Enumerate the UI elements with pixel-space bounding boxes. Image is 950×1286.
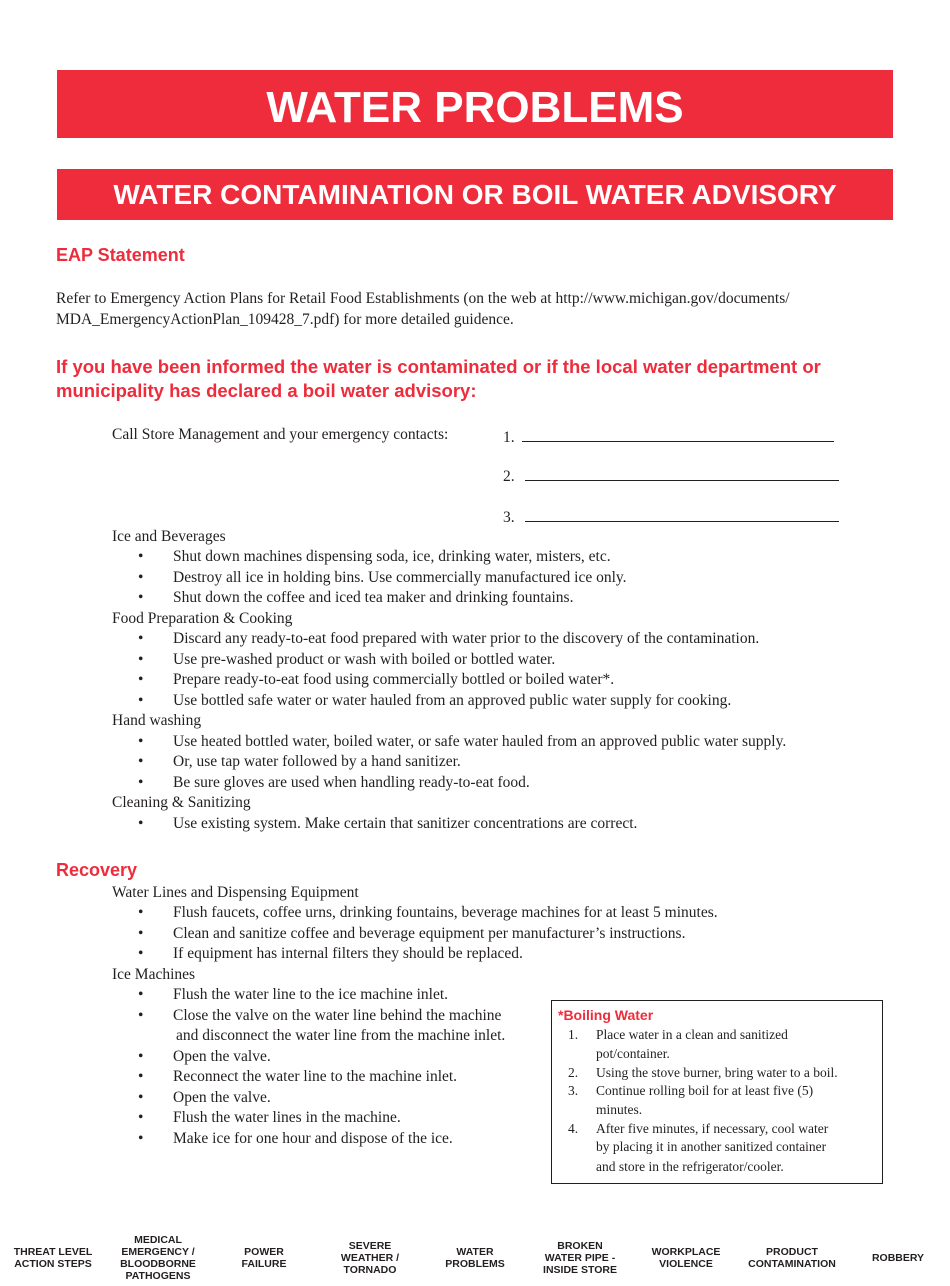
list-item: Destroy all ice in holding bins. Use commercially manufactured ice only. [173, 569, 627, 586]
step-number: 3. [568, 1083, 579, 1098]
contact-blank-3[interactable] [525, 507, 839, 522]
step-line: and store in the refrigerator/cooler. [596, 1159, 784, 1174]
list-item: Shut down the coffee and iced tea maker and drinking fountains. [173, 589, 574, 606]
bullet: • [138, 589, 144, 606]
bullet: • [138, 925, 144, 942]
list-item: Prepare ready-to-eat food using commercially bottled or boiled water*. [173, 671, 615, 688]
nav-label: BROKEN WATER PIPE - INSIDE STORE [543, 1240, 617, 1276]
nav-label: THREAT LEVEL ACTION STEPS [13, 1246, 93, 1270]
recovery-heading: Recovery [56, 860, 138, 880]
nav-medical-emergency[interactable] [108, 1230, 208, 1286]
contact-number-2: 2. [503, 468, 515, 485]
list-item: Discard any ready-to-eat food prepared with water prior to the discovery of the contamination. [173, 630, 760, 647]
list-item: Make ice for one hour and dispose of the ice. [173, 1130, 453, 1147]
list-item: Flush faucets, coffee urns, drinking fountains, beverage machines for at least 5 minutes. [173, 904, 718, 921]
list-item: Or, use tap water followed by a hand sanitizer. [173, 753, 461, 770]
step-line: pot/container. [596, 1046, 670, 1061]
section-label: Hand washing [112, 712, 202, 729]
bullet: • [138, 692, 144, 709]
bullet: • [138, 671, 144, 688]
list-item: Open the valve. [173, 1048, 271, 1065]
nav-robbery[interactable] [856, 1230, 940, 1286]
bullet: • [138, 1048, 144, 1065]
nav-workplace-violence[interactable] [638, 1230, 734, 1286]
bullet: • [138, 548, 144, 565]
contact-line-1 [503, 427, 834, 448]
contact-blank-2[interactable] [525, 466, 839, 481]
section-label: Ice and Beverages [112, 528, 226, 545]
bullet: • [138, 1130, 144, 1147]
bullet: • [138, 569, 144, 586]
list-item: Flush the water line to the ice machine inlet. [173, 986, 449, 1003]
nav-broken-water-pipe[interactable] [530, 1230, 630, 1286]
bullet: • [138, 1007, 144, 1024]
bullet: • [138, 1109, 144, 1126]
list-item: Clean and sanitize coffee and beverage equipment per manufacturer’s instructions. [173, 925, 686, 942]
contact-blank-1[interactable] [522, 427, 834, 442]
instruction-text: If you have been informed the water is contaminated or if the local water department or municipality has declared a boil water advisory: [56, 356, 821, 401]
section-label: Food Preparation & Cooking [112, 610, 293, 627]
page-title: WATER PROBLEMS [266, 83, 684, 132]
step-line: Using the stove burner, bring water to a boil. [596, 1065, 838, 1080]
bullet: • [138, 774, 144, 791]
contact-line-3 [503, 507, 839, 528]
step-line: Continue rolling boil for at least five (5) [596, 1083, 814, 1098]
bullet: • [138, 815, 144, 832]
list-item-continuation: and disconnect the water line from the machine inlet. [176, 1027, 506, 1044]
nav-label: WATER PROBLEMS [445, 1246, 505, 1270]
bullet: • [138, 753, 144, 770]
contacts-label: Call Store Management and your emergency contacts: [112, 426, 449, 443]
list-item: If equipment has internal filters they should be replaced. [173, 945, 523, 962]
bullet: • [138, 733, 144, 750]
nav-label: WORKPLACE VIOLENCE [651, 1246, 721, 1270]
step-line: Place water in a clean and sanitized [596, 1027, 788, 1042]
list-item: Open the valve. [173, 1089, 271, 1106]
step-line: After five minutes, if necessary, cool water [596, 1121, 829, 1136]
nav-water-problems[interactable] [428, 1230, 522, 1286]
nav-severe-weather[interactable] [320, 1230, 420, 1286]
list-item: Use bottled safe water or water hauled from an approved public water supply for cooking. [173, 692, 732, 709]
step-line: minutes. [596, 1102, 643, 1117]
bullet: • [138, 1089, 144, 1106]
nav-label: SEVERE WEATHER / TORNADO [340, 1240, 400, 1276]
contact-line-2 [503, 466, 839, 487]
nav-threat-level[interactable] [6, 1230, 100, 1286]
step-number: 2. [568, 1065, 579, 1080]
step-number: 4. [568, 1121, 579, 1136]
section-label: Cleaning & Sanitizing [112, 794, 251, 811]
bullet: • [138, 945, 144, 962]
step-line: by placing it in another sanitized container [596, 1139, 827, 1154]
nav-label: MEDICAL EMERGENCY / BLOODBORNE PATHOGENS [120, 1234, 196, 1282]
list-item: Reconnect the water line to the machine inlet. [173, 1068, 458, 1085]
list-item: Use pre-washed product or wash with boiled or bottled water. [173, 651, 556, 668]
subtitle-banner [57, 169, 893, 220]
boiling-water-box [551, 1000, 883, 1184]
bullet: • [138, 1068, 144, 1085]
list-item: Shut down machines dispensing soda, ice, drinking water, misters, etc. [173, 548, 611, 565]
eap-body: Refer to Emergency Action Plans for Retail Food Establishments (on the web at http://www.michigan.gov/documents/ MDA_EmergencyActionPlan_109428_7.pdf) for more detailed guidence. [56, 290, 790, 328]
bullet: • [138, 630, 144, 647]
list-item: Close the valve on the water line behind the machine [173, 1007, 502, 1024]
contact-number-1: 1. [503, 429, 515, 446]
bullet: • [138, 904, 144, 921]
section-label: Water Lines and Dispensing Equipment [112, 884, 359, 901]
eap-heading: EAP Statement [56, 245, 185, 265]
section-label: Ice Machines [112, 966, 196, 983]
contact-number-3: 3. [503, 509, 515, 526]
boiling-water-title: *Boiling Water [558, 1007, 654, 1023]
page-subtitle: WATER CONTAMINATION OR BOIL WATER ADVISORY [113, 179, 837, 210]
step-number: 1. [568, 1027, 579, 1042]
bullet: • [138, 651, 144, 668]
list-item: Be sure gloves are used when handling ready-to-eat food. [173, 774, 530, 791]
nav-label: ROBBERY [871, 1252, 925, 1264]
nav-label: PRODUCT CONTAMINATION [748, 1246, 836, 1270]
list-item: Use existing system. Make certain that sanitizer concentrations are correct. [173, 815, 638, 832]
page-title-banner [57, 70, 893, 138]
nav-label: POWER FAILURE [241, 1246, 287, 1270]
list-item: Use heated bottled water, boiled water, or safe water hauled from an approved public water supply. [173, 733, 787, 750]
bullet: • [138, 986, 144, 1003]
nav-product-contamination[interactable] [738, 1230, 846, 1286]
nav-power-failure[interactable] [218, 1230, 310, 1286]
list-item: Flush the water lines in the machine. [173, 1109, 401, 1126]
